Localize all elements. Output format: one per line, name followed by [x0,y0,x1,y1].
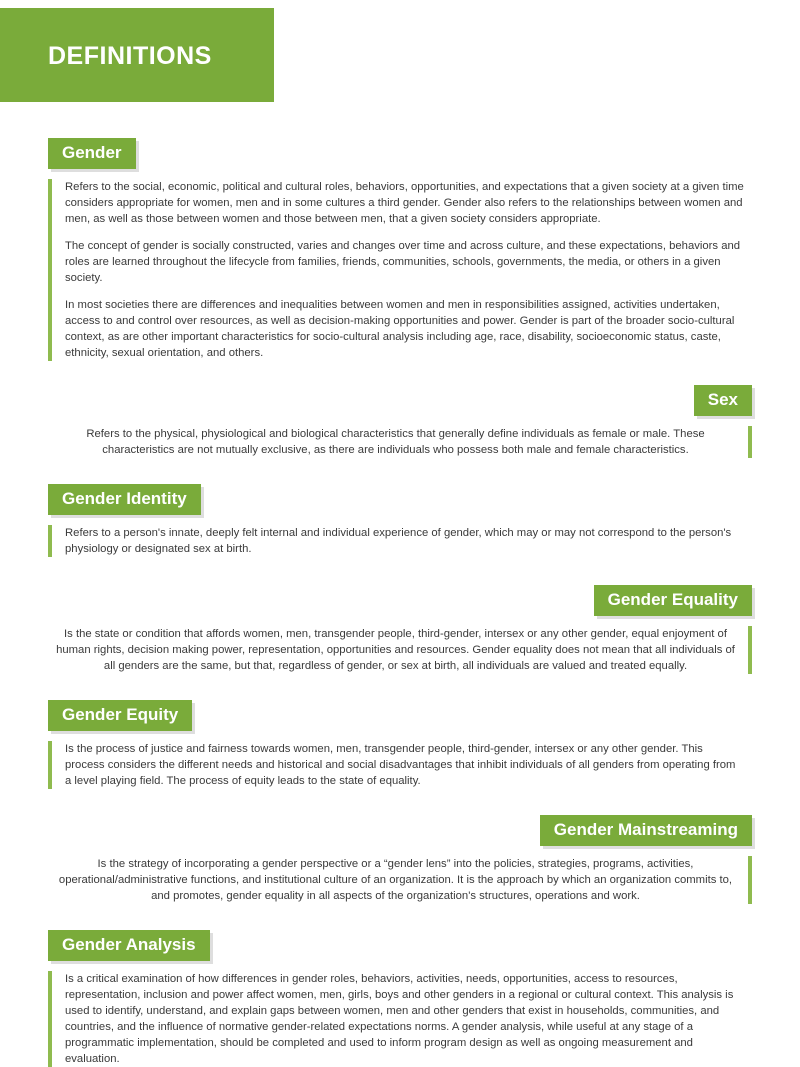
paragraph: Refers to the social, economic, political and cultural roles, behaviors, opportunities, and expectations that a given society at a given time considers appropriate for women, men and in some cultures a third gender. Gender also refers to the relationships between women and men, as well as those between women and those between men, that a given society considers appropriate. [65,180,744,225]
paragraph: Is the strategy of incorporating a gender perspective or a “gender lens” into the policies, strategies, programs, activities, operational/administrative functions, and institutional culture of an organization. It is the approach by which an organization commits to, and promotes, gender equality in all aspects of the organization's structures, operations and work. [58,857,733,902]
section-tag-gender: Gender [48,138,136,169]
section-heading-row [0,385,800,416]
section-gender [0,138,800,361]
paragraph: The concept of gender is socially constructed, varies and changes over time and across culture, and these expectations, behaviors and roles are learned throughout the lifecycle from families, friends, communities, schools, governments, the media, or others in a given society. [65,239,741,284]
paragraph: Refers to the physical, physiological and biological characteristics that generally define individuals as female or male. These characteristics are not mutually exclusive, as there are individuals who possess both male and female characteristics. [86,428,705,457]
section-body-gender-analysis [48,971,744,1067]
section-heading-row [0,700,800,731]
section-gender-equity [0,700,800,789]
section-tag-gender-analysis: Gender Analysis [48,930,210,961]
paragraph: In most societies there are differences and inequalities between women and men in responsibilities assigned, activities undertaken, access to and control over resources, as well as decision-making opportunities and power. Gender is part of the broader socio-cultural context, as are other important characteristics for socio-cultural analysis including age, race, disability, socioeconomic status, caste, ethnicity, sexual orientation, and others. [65,299,735,360]
section-body-gender [48,179,744,361]
paragraph: Is the state or condition that affords women, men, transgender people, third-gender, intersex or any other gender, equal enjoyment of human rights, decision making power, representation, opportunities and resources. Gender equality does not mean that all individuals of all genders are the same, but that, regardless of gender, or sex at birth, all individuals are valued and treated equally. [56,627,735,672]
paragraph: Is a critical examination of how differences in gender roles, behaviors, activities, needs, opportunities, access to resources, representation, inclusion and power affect women, men, girls, boys and other genders in a regional or cultural context. This analysis is used to identify, understand, and explain gaps between women, men and other genders that exist in households, communities, and countries, and the influence of normative gender-related expectations norms. A gender analysis, while useful at any stage of a programmatic implementation, should be completed and used to inform program design as well as ongoing measurement and evaluation. [65,972,734,1065]
section-heading-row [0,484,800,515]
section-heading-row [0,585,800,616]
page-title: DEFINITIONS [48,42,212,70]
paragraph: Is the process of justice and fairness towards women, men, transgender people, third-gender, intersex or any other gender. This process considers the different needs and historical and social disadvantages that inhibit individuals of all genders from operating from a level playing field. The process of equity leads to the state of equality. [65,742,736,787]
section-gender-equality [0,585,800,674]
section-tag-gender-mainstreaming: Gender Mainstreaming [540,815,752,846]
section-sex [0,385,800,458]
section-tag-gender-equality: Gender Equality [594,585,752,616]
section-gender-analysis [0,930,800,1067]
section-gender-mainstreaming [0,815,800,904]
section-body-gender-equity [48,741,744,789]
section-body-gender-equality [56,626,752,674]
section-body-gender-mainstreaming [56,856,752,904]
section-tag-gender-equity: Gender Equity [48,700,192,731]
section-heading-row [0,138,800,169]
section-heading-row [0,815,800,846]
section-tag-gender-identity: Gender Identity [48,484,201,515]
section-body-gender-identity [48,525,744,557]
section-body-sex [56,426,752,458]
section-heading-row [0,930,800,961]
paragraph: Refers to a person's innate, deeply felt internal and individual experience of gender, which may or may not correspond to the person's physiology or designated sex at birth. [65,526,732,555]
section-gender-identity [0,484,800,557]
section-tag-sex: Sex [694,385,752,416]
